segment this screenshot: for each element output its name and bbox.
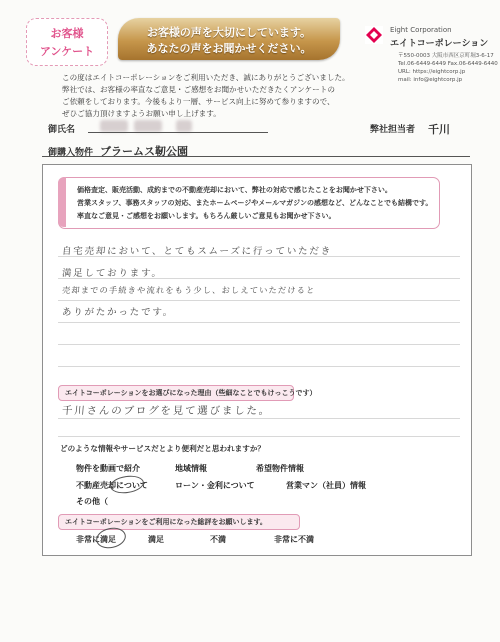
- eight-logo-icon: [365, 26, 383, 44]
- header-banner: [118, 18, 340, 60]
- badge-line1: お客様: [50, 27, 84, 40]
- q2-title: エイトコーポレーションをお選びになった理由（些細なことでもけっこうです）: [65, 389, 317, 397]
- box-tab: [58, 177, 66, 227]
- option-staff-info[interactable]: 営業マン（社員）情報: [286, 481, 366, 490]
- banner-line2: あなたの声をお聞かせください。: [146, 42, 312, 55]
- intro-text: [62, 72, 350, 120]
- option-video[interactable]: 物件を動画で紹介: [76, 464, 140, 473]
- q1-handwritten-line: 売却までの手続きや流れをもう少し、おしえていただけると: [61, 285, 316, 295]
- rating-dissatisfied[interactable]: 不満: [210, 535, 226, 544]
- ruled-line: [58, 436, 460, 437]
- address-line: 〒550-0003 大阪市西区京町堀3-6-17: [398, 53, 494, 59]
- rating-satisfied[interactable]: 満足: [148, 535, 164, 544]
- address-line: URL: https://eightcorp.jp: [398, 69, 466, 75]
- staff-name: 千川: [428, 123, 450, 136]
- property-value: ブラームス靭公園: [100, 145, 188, 158]
- intro-line: ご依頼をしております。今後もより一層、サービス向上に努めて参りますので、: [62, 97, 335, 106]
- ruled-line: [58, 418, 460, 419]
- property-underline: [42, 156, 470, 157]
- q1-instruction-line: 率直なご意見・ご感想をお願いします。もちろん厳しいご意見もお聞かせ下さい。: [77, 212, 336, 220]
- q1-instruction-line: 営業スタッフ、事務スタッフの対応、またホームページやメールマガジンの感想など、どんなことでも結構です。: [77, 199, 433, 207]
- ruled-line: [58, 366, 460, 367]
- option-other[interactable]: その他（: [76, 497, 108, 506]
- redacted-name: [134, 120, 162, 132]
- q1-handwritten-line: 自宅売却において、とてもスムーズに行っていただき: [61, 246, 333, 257]
- address-line: mail: info@eightcorp.jp: [398, 77, 463, 83]
- option-sale[interactable]: 不動産売却について: [76, 481, 148, 490]
- property-label: 御購入物件: [48, 148, 94, 158]
- q1-instruction-line: 価格査定、販売活動、成約までの不動産売却において、弊社の対応で感じたことをお聞かせ下さい。: [77, 186, 392, 194]
- banner-line1: お客様の声を大切にしています。: [146, 26, 312, 39]
- staff-label: 弊社担当者: [370, 125, 416, 135]
- q2-handwritten-answer: 千川さんのブログを見て選びました。: [61, 405, 272, 417]
- address-line: Tel.06-6449-6449 Fax.06-6449-6440: [398, 61, 498, 67]
- intro-line: 弊社では、お客様の率直なご意見・ご感想をお聞かせいただきたくアンケートの: [62, 85, 335, 94]
- redacted-name: [176, 120, 192, 132]
- q1-handwritten-line: 満足しております。: [61, 268, 164, 279]
- option-area-info[interactable]: 地域情報: [175, 464, 207, 473]
- company-name-jp: エイトコーポレーション: [390, 39, 489, 49]
- rating-very-dissatisfied[interactable]: 非常に不満: [274, 535, 314, 544]
- intro-line: ぜひご協力頂けますようお願い申し上げます。: [62, 109, 221, 118]
- option-loan[interactable]: ローン・金利について: [175, 481, 255, 490]
- q3-title: どのような情報やサービスだとより便利だと思われますか？: [60, 444, 266, 453]
- badge-line2: アンケート: [39, 45, 95, 58]
- ruled-line: [58, 300, 460, 301]
- q4-title-tab: [58, 514, 300, 530]
- company-name-en: Eight Corporation: [390, 26, 452, 34]
- name-label: 御氏名: [48, 125, 76, 135]
- company-address: [398, 52, 498, 84]
- option-property-info[interactable]: 希望物件情報: [256, 464, 304, 473]
- intro-line: この度はエイトコーポレーションをご利用いただき、誠にありがとうございました。: [62, 73, 350, 82]
- q1-handwritten-line: ありがたかったです。: [61, 307, 175, 318]
- q4-title: エイトコーポレーションをご利用になった総評をお願いします。: [65, 518, 267, 526]
- q2-title-tab: [58, 385, 317, 401]
- survey-badge: [26, 18, 108, 66]
- rating-very-satisfied[interactable]: 非常に満足: [76, 535, 116, 544]
- redacted-name: [100, 120, 128, 132]
- q1-instruction-box: [58, 177, 440, 229]
- ruled-line: [58, 344, 460, 345]
- ruled-line: [58, 322, 460, 323]
- name-underline: [88, 132, 268, 133]
